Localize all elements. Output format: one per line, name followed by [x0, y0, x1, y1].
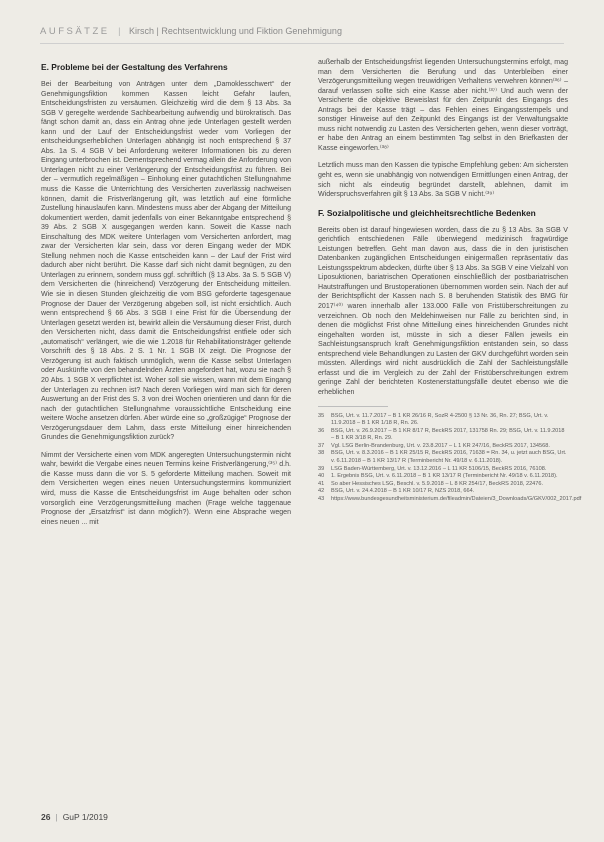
footnote	[318, 443, 568, 451]
footnote-text: BSG, Urt. v. 11.7.2017 – B 1 KR 26/16 R, SozR 4-2500 § 13 Nr. 36, Rn. 27; BSG, Urt. v. 11.9.2018 – B 1 KR 1/18 R, Rn. 26.	[331, 412, 549, 427]
footnote	[318, 450, 568, 465]
section-heading-f: F. Sozialpolitische und gleichheitsrechtliche Bedenken	[318, 207, 536, 218]
footnote-number: 42	[318, 488, 325, 495]
footnote-text: 1. Ergebnis BSG, Urt. v. 6.11.2018 – B 1 KR 13/17 R (Terminbericht Nr. 49/18 v. 6.11.2018).	[331, 473, 558, 480]
header-separator: |	[118, 26, 121, 36]
footnote-text: BSG, Urt. v. 24.4.2018 – B 1 KR 10/17 R, NZS 2018, 664.	[331, 488, 475, 495]
left-paragraph-1: Bei der Bearbeitung von Anträgen unter dem „Damoklesschwert“ der Genehmigungsfiktion kommen Kassen leicht Gefahr laufen, Entscheidungsfristen zu versäumen. Gleichzeitig wird die dem § 13 Abs. 3a SGB V geregelte werdende Sachbearbeitung aufwendig und bürokratisch. Das fängt schon damit an, dass ein Antrag ohne jede Unterlagen gestellt werden kann und der Lauf der Entscheidungsfrist weder vom Vorliegen der entscheidungserheblichen Unterlagen abhängig ist noch entsprechend § 37 Abs. 1a S. 4 SGB V bei Anforderung weiterer Informationen bis zu deren Eingang unterbrochen ist. Dementsprechend vermag allein die Anforderung von Unterlagen nicht zu einer Verlängerung der Entscheidungsfrist zu führen. Bei der – vermutlich regelmäßigen – Einholung einer gutachtlichen Stellungnahme muss die Kasse die Unterrichtung des Versicherten zuverlässig nachweisen können, damit die Fristverlängerung gilt, was letztlich auf eine förmliche Zustellung hinauslaufen kann. Mindestens muss aber der Abgang der Mitteilung dokumentiert werden, damit jedenfalls von einer Bekanntgabe entsprechend § 39 Abs. 2 SGB X ausgegangen werden kann. Soweit die Kasse nach Einschaltung des MDK weitere Unterlagen vom Versicherten anfordert, mag zwar der Versicherten klar sein, dass vor deren Eingang weder der MDK Stellung nehmen noch die Kasse entscheiden kann – der Lauf der Frist wird dadurch aber nicht berührt. Die Kasse darf sich nicht damit begnügen, zu den Unterlagen zu erinnern, sondern muss ggf. schriftlich (§ 13 Abs. 3a S. 5 SGB V) dem Versicherten die (hinreichend) Verzögerung der Entscheidung mitteilen. Wie sie in diesen Stunden gleichzeitig die vom BSG geforderte tagesgenaue Prognose der Dauer der Verzögerung abgeben soll, ist nicht ersichtlich. Auch wenn entsprechend § 66 Abs. 3 SGB I eine Frist für die Übersendung der Unterlagen gesetzt werden ist, bewirkt allein die Versäumung dieser Frist, durch den Versicherten nicht, dass damit die Entscheidungsfrist entfiele oder sich „automatisch“ verlängert, wie die wie 1.2018 für Rehabilitationsträger geltende Vorschrift des § 18 Abs. 2 S. 1 Nr. 1 SGB IX zeigt. Die Prognose der Verzögerung ist auch faktisch unmöglich, wenn die Kasse selbst Unterlagen oder Auskünfte von den behandelnden Ärzten angefordert hat, wozu sie nach § 20 Abs. 1 SGB X verpflichtet ist. Woher soll sie wissen, wann mit dem Eingang der Unterlagen zu rechnen ist? Nach deren Vorliegen wird man sich für deren Auswertung an der Frist des S. 3 von drei Wochen orientieren und dann für die nach der gutachtlichen Stellungnahme voraussichtliche Entscheidung eine weitere Woche ansetzen dürfen. Aber würde eine so „großzügige“ Prognose der Verzögerungsdauer dem Lahm, dass erste Mitteilung einer hinreichenden Grundes die Genehmigungsfiktion zurück?	[41, 81, 291, 442]
footnote-number: 38	[318, 450, 325, 457]
article-running-title: Kirsch | Rechtsentwicklung und Fiktion Genehmigung	[129, 26, 342, 36]
right-column	[318, 58, 582, 504]
footnote-rule	[318, 406, 388, 407]
right-paragraph-1: außerhalb der Entscheidungsfrist liegenden Untersuchungstermins erfolgt, mag man dem Versicherten die Berufung und das Unterbleiben einer Verzögerungsmitteilung wegen treuwidrigen Verhaltens verwehren können⁽³⁶⁾ – darauf verlassen sollte sich eine Kasse aber nicht.⁽³⁷⁾ Und auch wenn der Versicherte die objektive Beweislast für den Zeitpunkt des Eingangs des Antrags bei der Kasse trägt – das Fehlen eines Eingangsstempels und sonstiger Hinweise auf den Zeitpunkt des Eingangs ist der Verwaltungsakte muss nicht notwendig zu Lasten des Versicherten gehen, wenn dieser vorträgt, er habe den Antrag an einem bestimmten Tag selbst in den Briefkasten der Kasse eingeworfen.⁽³⁸⁾	[318, 59, 568, 152]
footnote	[318, 428, 568, 443]
footnote-number: 40	[318, 473, 325, 480]
footnote-number: 35	[318, 412, 325, 419]
running-header	[40, 26, 564, 42]
footnote-number: 36	[318, 427, 325, 434]
footnote	[318, 496, 582, 504]
section-label: AUFSÄTZE	[40, 26, 110, 37]
left-column	[41, 58, 291, 535]
footnote-text: So aber Hessisches LSG, Beschl. v. 5.9.2018 – L 8 KR 254/17, BeckRS 2018, 22476.	[331, 480, 544, 487]
footnote-text: LSG Baden-Württemberg, Urt. v. 13.12.2016 – L 11 KR 5106/15, BeckRS 2016, 76108.	[331, 465, 547, 472]
footnote	[318, 466, 568, 474]
right-paragraph-2: Letztlich muss man den Kassen die typische Empfehlung geben: Am sichersten geht es, wenn sie unabhängig von notwendigen Ermittlungen einen Antrag, der sich nicht als eindeutig begründet darstellt, ablehnen, damit im Widerspruchsverfahren gilt § 13 Abs. 3a SGB V nicht.⁽³⁹⁾	[318, 162, 568, 199]
page-footer	[41, 812, 108, 822]
footnote-text: BSG, Urt. v. 8.3.2016 – B 1 KR 25/15 R, BeckRS 2016, 71638 = Rn. 34, u. jetzt auch BSG, Urt. v. 6.11.2018 – B 1 KR 13/17 R (Terminbericht Nr. 49/18 v. 6.11.2018).	[331, 450, 567, 465]
footnote-number: 39	[318, 465, 325, 472]
page-number: 26	[41, 812, 51, 822]
footnote	[318, 481, 568, 489]
footnote-number: 41	[318, 480, 325, 487]
footnote-text: https://www.bundesgesundheitsministerium.de/fileadmin/Dateien/3_Downloads/G/GKV/002_2017.pdf	[331, 496, 582, 503]
footnote	[318, 488, 568, 496]
journal-issue: GuP 1/2019	[62, 812, 108, 822]
footnotes	[318, 412, 582, 504]
header-rule	[40, 43, 564, 44]
right-paragraph-3: Bereits oben ist darauf hingewiesen worden, dass die zu § 13 Abs. 3a SGB V gerichtlich entschiedenen Fälle überwiegend medizinisch fragwürdige Leistungen betreffen. Geht man davon aus, dass die in den juristischen Datenbanken zugänglichen Entscheidungen einigermaßen repräsentativ das Leistungsspektrum abdecken, dürfte über § 13 Abs. 3a SGB V eine Vielzahl von Liposuktionen, bariatrischen Operationen einschließlich der postbariatrischen Hautstraffungen und Brustoperationen übernommen worden sein. Nach der auf der Berichtspflicht der Kassen nach S. 8 beruhenden Statistik des BMG für 2017⁽⁴⁰⁾ waren innerhalb aller 133.000 Fälle von Fristüberschreitungen zu verzeichnen. Ob noch den Meldehinweisen nur Fälle zu berichten sind, in denen die möglichst Frist ohne Mitteilung eines hinreichenden Grundes nicht eingehalten worden ist, müsste in sich a dieser Fällen jeweils ein Sachleistungsanspruch kraft Genehmigungsfiktion entstanden sein, so dass entsprechend viele Behandlungen zu Lasten der GKV durchgeführt worden sein müssten. Allerdings wird nicht ausdrücklich die Zahl der Sachleistungsfälle erfasst und die im Vergleich zu der Zahl der Fristüberschreitungen extrem geringe Zahl der berichteten Kostenerstattungsfälle deutet ebenso wie die erheblichen	[318, 226, 568, 396]
footnote-number: 37	[318, 442, 325, 449]
section-heading-e: E. Probleme bei der Gestaltung des Verfahrens	[41, 62, 228, 72]
footnote	[318, 413, 568, 428]
footnote-text: BSG, Urt. v. 26.9.2017 – B 1 KR 8/17 R, BeckRS 2017, 131758 Rn. 29; BSG, Urt. v. 11.9.2018 – B 1 KR 3/18 R, Rn. 29.	[331, 427, 565, 442]
left-paragraph-2: Nimmt der Versicherte einen vom MDK angeregten Untersuchungstermin nicht wahr, bewirkt die Vergabe eines neuen Termins keine Fristverlängerung,⁽³⁵⁾ d.h. die Kasse muss dann die vor S. 5 geforderte Mitteilung machen. Soweit mit dem Versicherten wegen eines neuen Untersuchungstermins kommuniziert wird, muss die Kasse die Entscheidungsfrist im Auge behalten oder schon vorsorglich eine Verzögerungsmitteilung machen (Frage welche taggenaue Prognose der „Ersatzfrist“ ist dann möglich?). Wenn eine Absprache wegen eines neuen ... mit	[41, 451, 291, 526]
footnote-text: Vgl. LSG Berlin-Brandenburg, Urt. v. 23.8.2017 – L 1 KR 247/16, BeckRS 2017, 134568.	[331, 442, 550, 449]
footnote	[318, 473, 568, 481]
footer-separator: |	[55, 812, 58, 822]
footnote-number: 43	[318, 496, 325, 503]
